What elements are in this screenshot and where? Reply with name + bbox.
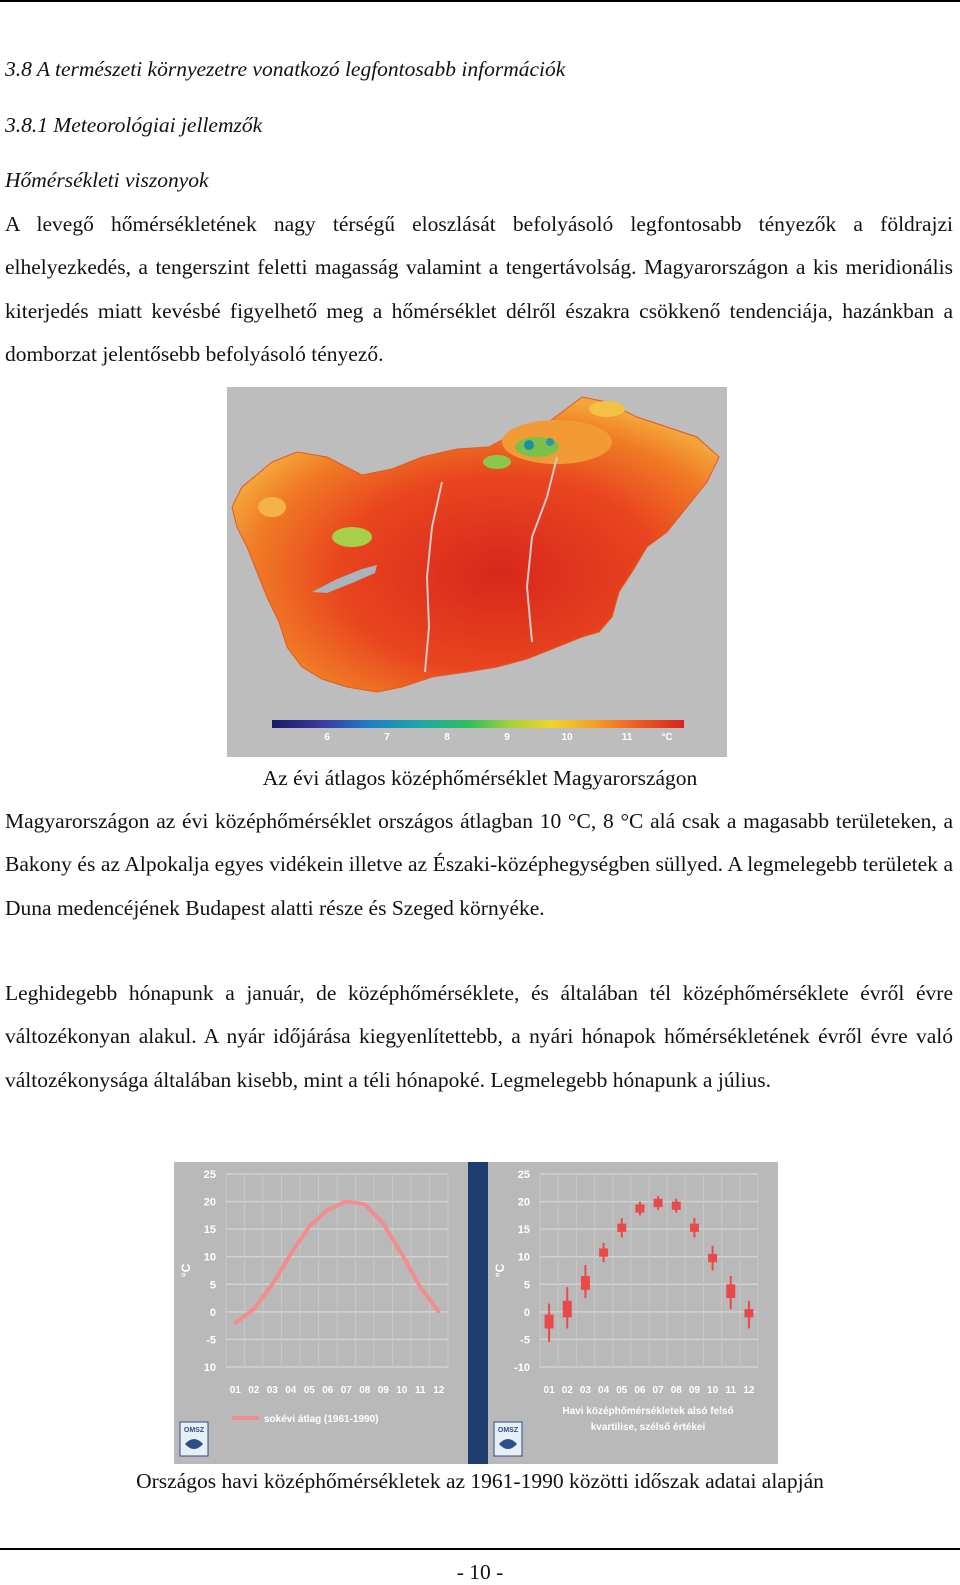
y-tick-label: 20 [517, 1196, 530, 1209]
x-tick-label: 04 [285, 1385, 297, 1396]
y-tick-label: 5 [523, 1279, 530, 1292]
data-point [345, 1200, 348, 1203]
data-point [271, 1283, 274, 1286]
temperature-range-chart [488, 1162, 778, 1464]
quartile-box [545, 1315, 554, 1329]
y-tick-label: 10 [203, 1251, 216, 1264]
temperature-map [227, 387, 727, 757]
data-point [234, 1321, 237, 1324]
y-tick-label: 20 [203, 1196, 216, 1209]
subsection-heading: 3.8.1 Meteorológiai jellemzők [5, 113, 263, 137]
bakony-zone [332, 527, 372, 547]
scale-label-7: 7 [384, 732, 390, 743]
quartile-box [563, 1301, 572, 1318]
omsz-logo-text: OMSZ [497, 1427, 519, 1434]
x-tick-label: 05 [616, 1385, 628, 1396]
chart-background [488, 1162, 778, 1464]
quartile-box [617, 1224, 626, 1232]
legend-label: sokévi átlag (1961-1990) [264, 1414, 379, 1425]
y-tick-label: 15 [517, 1224, 530, 1237]
x-tick-label: 07 [340, 1385, 352, 1396]
y-tick-label: -5 [520, 1334, 530, 1347]
quartile-box [654, 1199, 663, 1207]
y-tick-label: 10 [517, 1251, 530, 1264]
x-tick-label: 10 [707, 1385, 719, 1396]
footer-rule [0, 1548, 960, 1550]
y-tick-label: 10 [203, 1362, 216, 1374]
quartile-box [672, 1202, 681, 1210]
quartile-box [599, 1248, 608, 1256]
paragraph-1: A levegő hőmérsékletének nagy térségű eloszlását befolyásoló legfontosabb tényezők a földrajzi elhelyezkedés, a tengerszint feletti magasság valamint a tengertávolság. Magyarországon a kis meridionális kiterjedés miatt kevésbé figyelhető meg a hőmérséklet délről északra csökkenő tendenciája, hazánkban a domborzat jelentősebb befolyásoló tényező. [5, 212, 953, 367]
bukk-zone [483, 455, 511, 469]
y-axis-label: °C [493, 1263, 507, 1278]
y-tick-label: 25 [517, 1169, 530, 1181]
omsz-logo-text: OMSZ [183, 1427, 205, 1434]
quartile-box [708, 1254, 717, 1262]
x-tick-label: 08 [359, 1385, 371, 1396]
y-tick-label: 25 [203, 1169, 216, 1181]
page-number: - 10 - [456, 1560, 504, 1584]
data-point [400, 1252, 403, 1255]
scale-label-8: 8 [444, 732, 450, 743]
data-point [382, 1222, 385, 1225]
legend-line-2: kvartilise, szélső értékei [590, 1422, 706, 1433]
chart-divider [468, 1162, 488, 1464]
legend-line-1: Havi középhőmérsékletek alsó felső [562, 1406, 734, 1417]
x-tick-label: 07 [652, 1385, 664, 1396]
coldest-peak [524, 440, 534, 450]
x-tick-label: 06 [634, 1385, 646, 1396]
x-tick-label: 11 [725, 1385, 737, 1396]
data-point [419, 1286, 422, 1289]
x-tick-label: 03 [579, 1385, 591, 1396]
mean-temperature-line-chart [174, 1162, 468, 1464]
y-tick-label: 0 [523, 1306, 530, 1319]
quartile-box [581, 1276, 590, 1290]
top-rule [0, 0, 960, 2]
x-tick-label: 12 [743, 1385, 755, 1396]
quartile-box [744, 1309, 753, 1317]
quartile-box [726, 1284, 735, 1298]
x-tick-label: 02 [248, 1385, 260, 1396]
topic-heading: Hőmérsékleti viszonyok [5, 168, 209, 192]
x-tick-label: 04 [598, 1385, 610, 1396]
zemplen-zone [589, 401, 625, 417]
scale-label-11: 11 [621, 732, 633, 743]
y-tick-label: 5 [209, 1279, 216, 1292]
data-point [437, 1310, 440, 1313]
x-tick-label: 01 [229, 1385, 241, 1396]
y-tick-label: -5 [206, 1334, 216, 1347]
color-scale-bar [272, 720, 684, 728]
x-tick-label: 12 [433, 1385, 445, 1396]
data-point [308, 1225, 311, 1228]
quartile-box [635, 1204, 644, 1212]
scale-label-10: 10 [561, 732, 573, 743]
x-tick-label: 09 [688, 1385, 700, 1396]
x-tick-label: 03 [266, 1385, 278, 1396]
data-point [289, 1252, 292, 1255]
y-axis-label: °C [179, 1263, 193, 1278]
data-point [363, 1203, 366, 1206]
data-point [326, 1208, 329, 1211]
y-tick-label: 15 [203, 1224, 216, 1237]
cold-peak [546, 438, 554, 446]
scale-label-unit: °C [661, 732, 673, 743]
x-tick-label: 08 [670, 1385, 682, 1396]
section-heading: 3.8 A természeti környezetre vonatkozó legfontosabb információk [5, 57, 566, 81]
scale-label-9: 9 [504, 732, 510, 743]
y-tick-label: -10 [514, 1362, 530, 1374]
x-tick-label: 06 [322, 1385, 334, 1396]
map-caption: Az évi átlagos középhőmérséklet Magyarországon [262, 766, 698, 790]
x-tick-label: 09 [377, 1385, 389, 1396]
x-tick-label: 01 [543, 1385, 555, 1396]
y-tick-label: 0 [209, 1306, 216, 1319]
x-tick-label: 05 [303, 1385, 315, 1396]
data-point [252, 1308, 255, 1311]
x-tick-label: 11 [414, 1385, 426, 1396]
scale-label-6: 6 [324, 732, 330, 743]
x-tick-label: 10 [396, 1385, 408, 1396]
charts-caption: Országos havi középhőmérsékletek az 1961-1990 közötti időszak adatai alapján [136, 1469, 824, 1493]
x-tick-label: 02 [561, 1385, 573, 1396]
quartile-box [690, 1224, 699, 1232]
alpokalja-zone [258, 497, 286, 517]
paragraph-3: Leghidegebb hónapunk a január, de középhőmérséklete, és általában tél középhőmérséklete évről évre változékonyan alakul. A nyár időjárása kiegyenlítettebb, a nyári hónapok hőmérsékletének évről évre való változékonysága általában kisebb, mint a téli hónapoké. Legmelegebb hónapunk a július. [5, 981, 953, 1092]
paragraph-2: Magyarországon az évi középhőmérséklet országos átlagban 10 °C, 8 °C alá csak a magasabb területeken, a Bakony és az Alpokalja egyes vidékein illetve az Északi-középhegységben süllyed. A legmelegebb területek a Duna medencéjének Budapest alatti része és Szeged környéke. [5, 809, 953, 920]
